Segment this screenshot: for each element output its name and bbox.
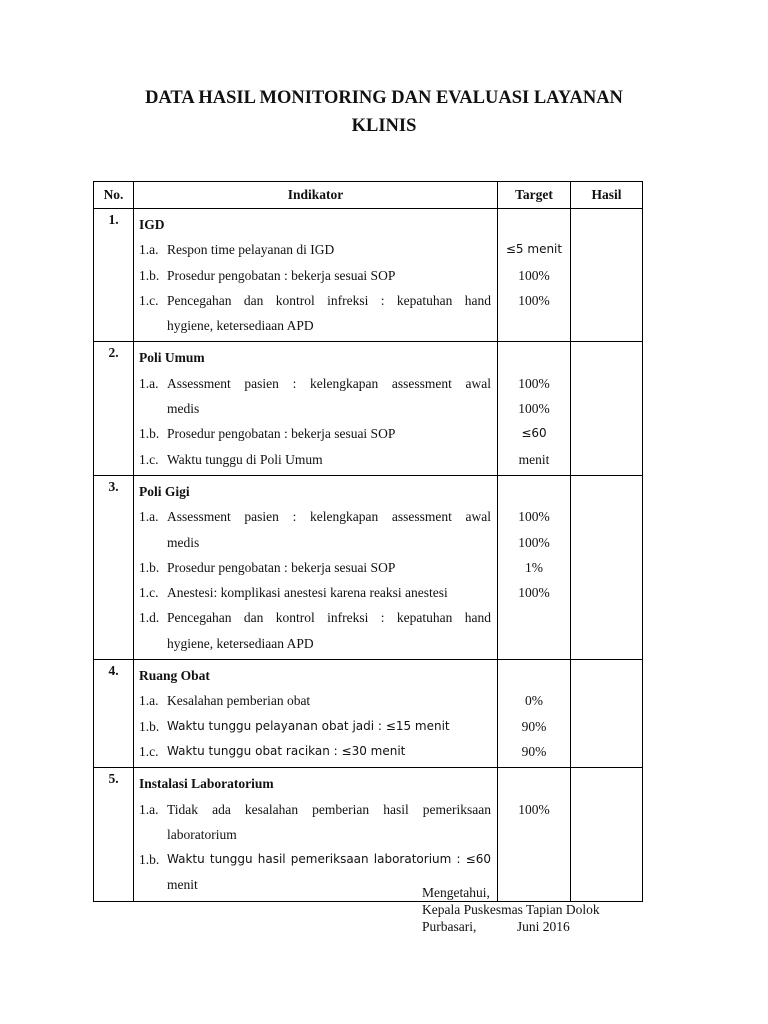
section-targets xyxy=(498,475,571,659)
indicator-item xyxy=(139,555,491,580)
indicator-text-continued: laboratorium xyxy=(167,826,237,842)
indicator-item xyxy=(139,288,491,313)
target-value: 1% xyxy=(525,559,543,575)
indicator-text: Waktu tunggu pelayanan obat jadi : ≤15 menit xyxy=(167,718,450,733)
header-no: No. xyxy=(94,182,134,209)
target-value: 100% xyxy=(518,509,550,525)
table-row xyxy=(94,768,643,901)
indicator-item xyxy=(139,580,491,605)
target-value: 100% xyxy=(518,292,550,308)
target-value: 90% xyxy=(521,743,547,759)
footer-position: Kepala Puskesmas Tapian Dolok xyxy=(422,902,600,917)
indicator-text: Prosedur pengobatan : bekerja sesuai SOP xyxy=(167,559,396,575)
indicator-code: 1.a. xyxy=(139,375,159,391)
indicator-text: Pencegahan dan kontrol infreksi : kepatuhan hand xyxy=(167,292,491,308)
target-spacer xyxy=(498,345,570,370)
signature-block xyxy=(422,884,600,935)
page-title-line2: KLINIS xyxy=(351,116,417,136)
indicator-text: Waktu tunggu di Poli Umum xyxy=(167,451,323,467)
target-value: 100% xyxy=(518,401,550,417)
section-targets xyxy=(498,660,571,768)
target-value: 0% xyxy=(525,693,543,709)
target-spacer xyxy=(498,663,570,688)
target-spacer xyxy=(498,212,570,237)
indicator-text-continued: medis xyxy=(167,401,200,417)
target-value: 100% xyxy=(518,801,550,817)
footer-place-date: Purbasari, Juni 2016 xyxy=(422,919,570,934)
section-indicators xyxy=(134,660,498,768)
target-value: menit xyxy=(518,451,550,467)
target-spacer xyxy=(498,479,570,504)
table-row xyxy=(94,342,643,475)
section-hasil xyxy=(571,209,643,342)
section-name: Ruang Obat xyxy=(139,668,210,684)
indicator-item xyxy=(139,447,491,472)
section-number: 1. xyxy=(94,209,134,342)
section-name: Instalasi Laboratorium xyxy=(139,776,274,792)
indicator-text: Waktu tunggu obat racikan : ≤30 menit xyxy=(167,743,406,758)
section-targets xyxy=(498,768,571,901)
table-row xyxy=(94,660,643,768)
section-number: 4. xyxy=(94,660,134,768)
indicator-code: 1.b. xyxy=(139,267,160,283)
target-spacer xyxy=(498,771,570,796)
section-indicators xyxy=(134,209,498,342)
indicator-code: 1.a. xyxy=(139,242,159,258)
footer-acknowledged: Mengetahui, xyxy=(422,885,490,900)
header-hasil: Hasil xyxy=(571,182,643,209)
target-value: 100% xyxy=(518,267,550,283)
indicator-item xyxy=(139,237,491,262)
indicator-text: Pencegahan dan kontrol infreksi : kepatuhan hand xyxy=(167,610,491,626)
table-row xyxy=(94,475,643,659)
indicator-item xyxy=(139,371,491,396)
target-value: 100% xyxy=(518,375,550,391)
indicator-item xyxy=(139,797,491,822)
indicator-item xyxy=(139,263,491,288)
section-hasil xyxy=(571,768,643,901)
section-number: 3. xyxy=(94,475,134,659)
section-hasil xyxy=(571,342,643,475)
indicator-item xyxy=(139,504,491,529)
indicator-text: Waktu tunggu hasil pemeriksaan laboratorium : ≤60 xyxy=(167,852,491,867)
evaluation-table xyxy=(93,181,643,902)
indicator-item xyxy=(139,714,491,739)
indicator-text: Anestesi: komplikasi anestesi karena reaksi anestesi xyxy=(167,585,448,601)
table-row xyxy=(94,209,643,342)
target-value: ≤5 menit xyxy=(505,242,563,257)
target-value: 90% xyxy=(521,718,547,734)
target-value: 100% xyxy=(518,534,550,550)
indicator-item xyxy=(139,605,491,630)
indicator-code: 1.b. xyxy=(139,559,160,575)
target-value: ≤60 xyxy=(521,426,547,441)
indicator-code: 1.a. xyxy=(139,509,159,525)
section-number: 5. xyxy=(94,768,134,901)
indicator-item xyxy=(139,688,491,713)
section-targets xyxy=(498,342,571,475)
indicator-code: 1.b. xyxy=(139,718,160,734)
indicator-item xyxy=(139,421,491,446)
indicator-text: Prosedur pengobatan : bekerja sesuai SOP xyxy=(167,426,396,442)
indicator-text: Prosedur pengobatan : bekerja sesuai SOP xyxy=(167,267,396,283)
indicator-text: Kesalahan pemberian obat xyxy=(167,693,311,709)
indicator-item xyxy=(139,739,491,764)
section-hasil xyxy=(571,660,643,768)
indicator-code: 1.d. xyxy=(139,610,160,626)
section-indicators xyxy=(134,342,498,475)
indicator-text: Tidak ada kesalahan pemberian hasil pemeriksaan xyxy=(167,801,491,817)
header-indikator: Indikator xyxy=(134,182,498,209)
section-name: Poli Umum xyxy=(139,350,205,366)
indicator-code: 1.b. xyxy=(139,852,160,868)
section-name: IGD xyxy=(139,217,165,232)
section-indicators xyxy=(134,475,498,659)
indicator-code: 1.b. xyxy=(139,426,160,442)
page-title: DATA HASIL MONITORING DAN EVALUASI LAYANAN xyxy=(145,88,623,108)
header-target: Target xyxy=(498,182,571,209)
indicator-code: 1.c. xyxy=(139,743,159,759)
indicator-text: Assessment pasien : kelengkapan assessment awal xyxy=(167,509,491,525)
target-value: 100% xyxy=(518,585,550,601)
section-hasil xyxy=(571,475,643,659)
section-indicators xyxy=(134,768,498,901)
table-header-row xyxy=(94,182,643,209)
indicator-code: 1.c. xyxy=(139,451,159,467)
section-number: 2. xyxy=(94,342,134,475)
indicator-item xyxy=(139,847,491,872)
indicator-text-continued: menit xyxy=(167,877,198,893)
section-name: Poli Gigi xyxy=(139,483,190,499)
indicator-text-continued: hygiene, ketersediaan APD xyxy=(167,635,314,651)
indicator-code: 1.a. xyxy=(139,801,159,817)
indicator-text-continued: medis xyxy=(167,534,200,550)
indicator-code: 1.c. xyxy=(139,585,159,601)
indicator-text-continued: hygiene, ketersediaan APD xyxy=(167,318,314,334)
section-targets xyxy=(498,209,571,342)
indicator-text: Assessment pasien : kelengkapan assessment awal xyxy=(167,375,491,391)
indicator-text: Respon time pelayanan di IGD xyxy=(167,242,335,258)
indicator-code: 1.a. xyxy=(139,693,159,709)
indicator-code: 1.c. xyxy=(139,292,159,308)
